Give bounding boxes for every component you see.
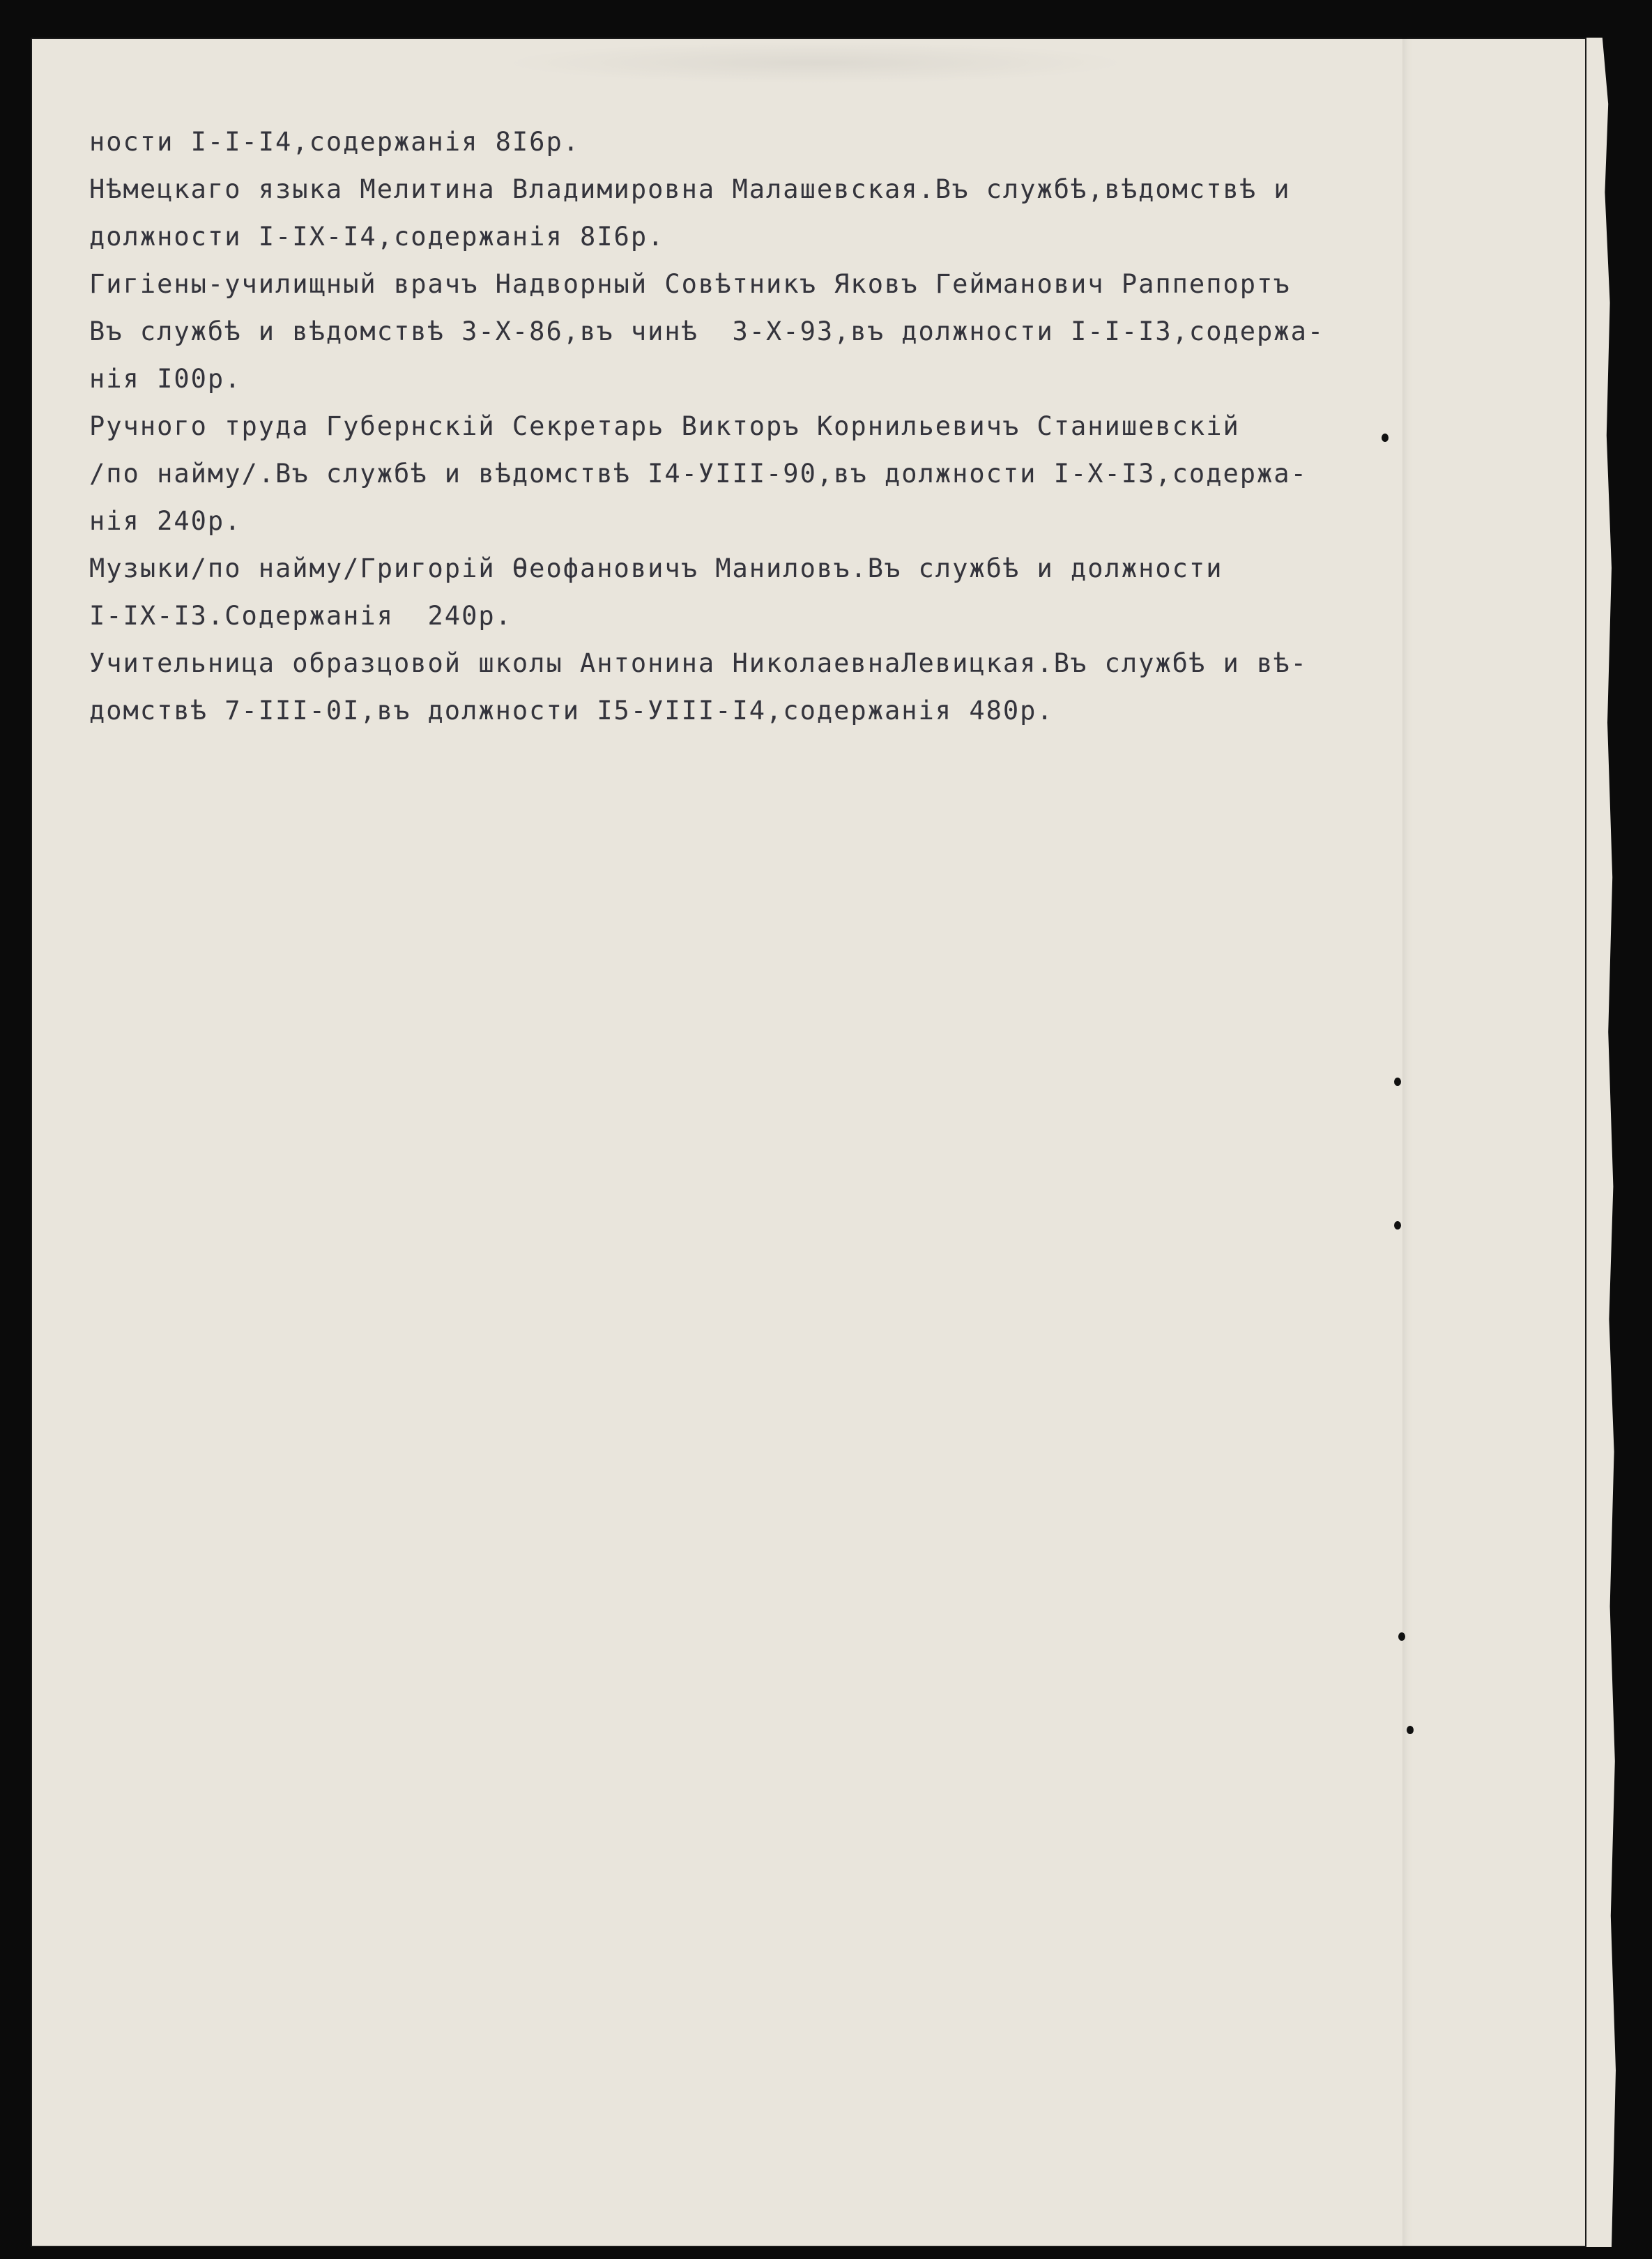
text-line: Въ службѣ и вѣдомствѣ 3-X-86,въ чинѣ 3-X-93,въ должности I-I-I3,содержа- xyxy=(89,316,1325,346)
faint-bleed-through-mark xyxy=(502,42,1129,84)
text-line: Учительница образцовой школы Антонина НиколаевнаЛевицкая.Въ службѣ и вѣ- xyxy=(89,648,1308,678)
text-line: нія 240р. xyxy=(89,506,242,536)
text-line: нія I00р. xyxy=(89,364,242,394)
text-line: домствѣ 7-III-0I,въ должности I5-УIII-I4,содержанія 480р. xyxy=(89,696,1054,726)
torn-paper-edge xyxy=(1586,38,1628,2247)
binding-hole-icon xyxy=(1407,1726,1414,1734)
text-line: Музыки/по найму/Григорій Ѳеофановичъ Маниловъ.Въ службѣ и должности xyxy=(89,553,1223,583)
text-line: Гигіены-училищный врачъ Надворный Совѣтникъ Яковъ Гейманович Раппепортъ xyxy=(89,269,1291,299)
binding-hole-icon xyxy=(1394,1221,1401,1230)
binding-hole-icon xyxy=(1394,1078,1401,1086)
paper-fold-shadow xyxy=(1402,38,1412,2247)
text-line: Нѣмецкаго языка Мелитина Владимировна Малашевская.Въ службѣ,вѣдомствѣ и xyxy=(89,174,1291,204)
binding-hole-icon xyxy=(1398,1632,1405,1641)
text-line: должности I-IX-I4,содержанія 8I6р. xyxy=(89,222,665,252)
typed-text-block xyxy=(89,118,1386,735)
text-line: Ручного труда Губернскій Секретарь Викторъ Корнильевичъ Станишевскій xyxy=(89,411,1240,441)
text-line: I-IX-I3.Содержанія 240р. xyxy=(89,601,512,631)
text-line: ности I-I-I4,содержанія 8I6р. xyxy=(89,127,581,157)
text-line: /по найму/.Въ службѣ и вѣдомствѣ I4-УIII-90,въ должности I-X-I3,содержа- xyxy=(89,459,1308,489)
